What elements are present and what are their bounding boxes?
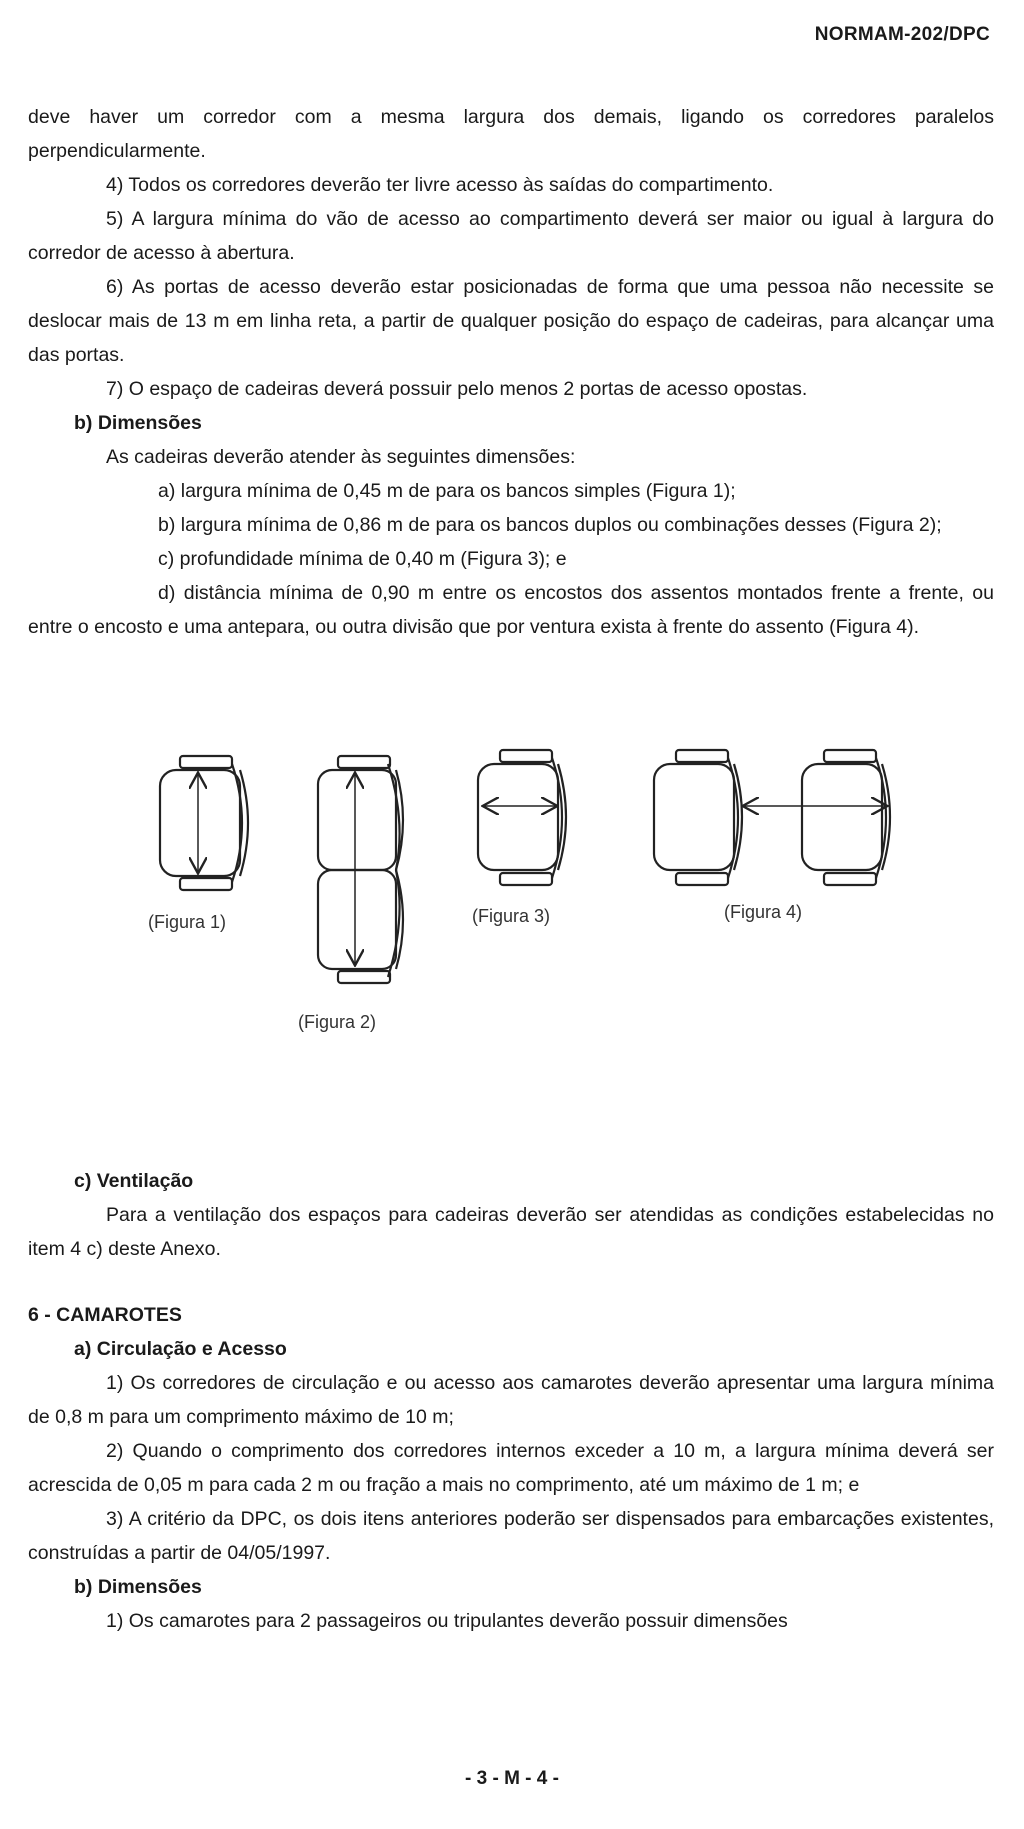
circulation-item-2: 2) Quando o comprimento dos corredores internos exceder a 10 m, a largura mínima deverá ser acrescida de 0,05 m para cada 2 m ou fração a mais no comprimento, até um máximo de 1 m; e bbox=[28, 1440, 994, 1496]
dimension-d: d) distância mínima de 0,90 m entre os encostos dos assentos montados frente a frente, ou entre o encosto e uma antepara, ou outra divisão que por ventura exista à frente do assento (Figura 4). bbox=[28, 582, 994, 638]
figure-2-double-chair-drawing bbox=[318, 756, 403, 983]
circulation-item-1: 1) Os corredores de circulação e ou acesso aos camarotes deverão apresentar uma largura mínima de 0,8 m para um comprimento máximo de 10 m; bbox=[28, 1372, 994, 1428]
figure-1-chair-drawing bbox=[160, 756, 248, 890]
item-4: 4) Todos os corredores deverão ter livre acesso às saídas do compartimento. bbox=[106, 174, 774, 196]
circulation-item-3: 3) A critério da DPC, os dois itens anteriores poderão ser dispensados para embarcações existentes, construídas a partir de 04/05/1997. bbox=[28, 1508, 994, 1564]
text-block-1 bbox=[28, 100, 994, 644]
item-6: 6) As portas de acesso deverão estar posicionadas de forma que uma pessoa não necessite se deslocar mais de 13 m em linha reta, a partir de qualquer posição do espaço de cadeiras, para alcançar uma das portas. bbox=[28, 276, 994, 366]
figure-4-chairs-drawing bbox=[654, 750, 890, 885]
cabin-dimension-item-1: 1) Os camarotes para 2 passageiros ou tripulantes deverão possuir dimensões bbox=[106, 1610, 788, 1632]
page-number: - 3 - M - 4 - bbox=[465, 1768, 559, 1789]
dimension-c: c) profundidade mínima de 0,40 m (Figura 3); e bbox=[158, 548, 567, 570]
dimension-a: a) largura mínima de 0,45 m de para os bancos simples (Figura 1); bbox=[158, 480, 736, 502]
document-code-header: NORMAM-202/DPC bbox=[814, 24, 990, 45]
item-7: 7) O espaço de cadeiras deverá possuir pelo menos 2 portas de acesso opostas. bbox=[106, 378, 808, 400]
section-6-heading: 6 - CAMAROTES bbox=[28, 1304, 182, 1326]
heading-circulacao: a) Circulação e Acesso bbox=[74, 1338, 287, 1360]
chair-figures bbox=[0, 740, 1024, 1070]
heading-ventilacao: c) Ventilação bbox=[74, 1170, 194, 1192]
heading-dimensoes: b) Dimensões bbox=[74, 412, 202, 434]
figure-3-chair-drawing bbox=[478, 750, 566, 885]
text-block-2 bbox=[28, 1164, 994, 1638]
heading-dimensoes-2: b) Dimensões bbox=[74, 1576, 202, 1598]
ventilation-paragraph: Para a ventilação dos espaços para cadeiras deverão ser atendidas as condições estabelecidas no item 4 c) deste Anexo. bbox=[28, 1204, 994, 1260]
figure-3-label: (Figura 3) bbox=[472, 906, 551, 926]
chair-diagrams-svg bbox=[0, 740, 1024, 1070]
figure-1-label: (Figura 1) bbox=[148, 912, 227, 932]
figure-4-label: (Figura 4) bbox=[724, 902, 803, 922]
dimension-b: b) largura mínima de 0,86 m de para os bancos duplos ou combinações desses (Figura 2); bbox=[158, 514, 942, 536]
figure-2-label: (Figura 2) bbox=[298, 1012, 377, 1032]
dimensions-intro: As cadeiras deverão atender às seguintes dimensões: bbox=[106, 446, 576, 468]
item-5: 5) A largura mínima do vão de acesso ao compartimento deverá ser maior ou igual à largura do corredor de acesso à abertura. bbox=[28, 208, 994, 264]
paragraph: deve haver um corredor com a mesma largura dos demais, ligando os corredores paralelos perpendicularmente. bbox=[28, 106, 994, 162]
